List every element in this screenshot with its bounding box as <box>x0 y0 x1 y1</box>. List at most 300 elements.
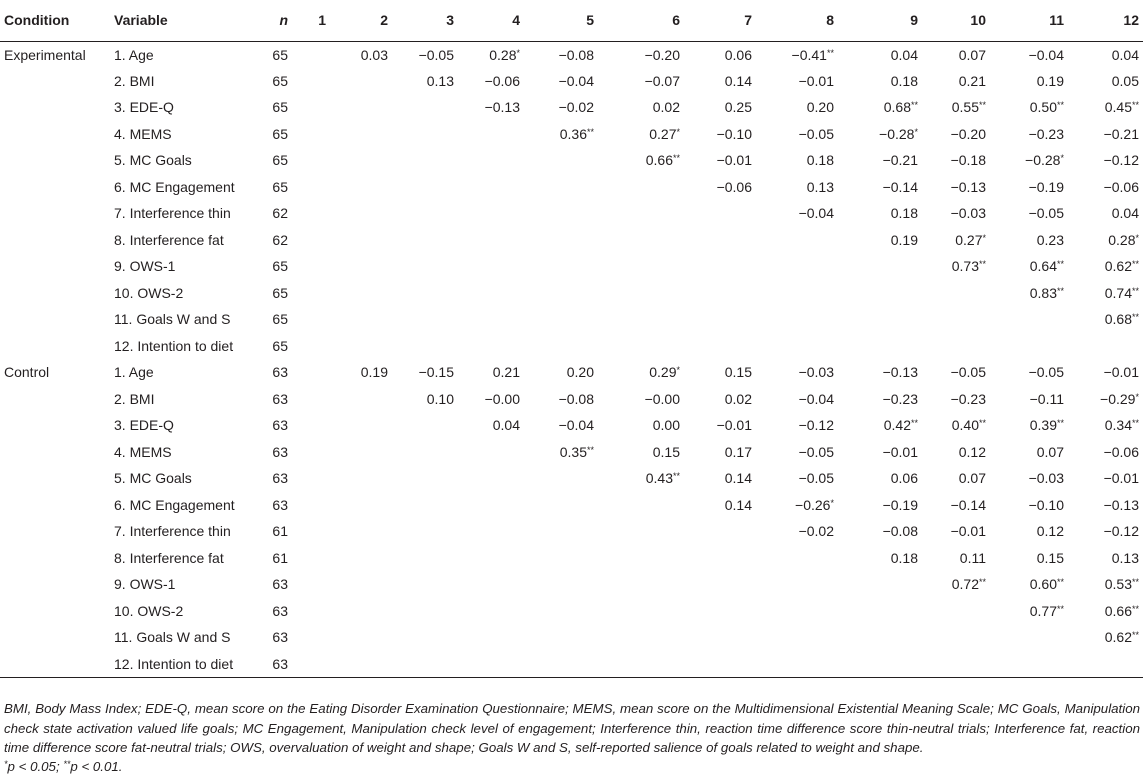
correlation-cell <box>292 651 330 678</box>
correlation-value: 0.18 <box>890 549 918 566</box>
correlation-cell <box>922 200 990 227</box>
correlation-cell <box>922 518 990 545</box>
correlation-cell <box>922 68 990 95</box>
correlation-cell <box>838 386 922 413</box>
correlation-cell <box>292 492 330 519</box>
correlation-value: 0.07 <box>958 470 986 487</box>
sig-text-single: p < 0.05; <box>7 759 64 774</box>
correlation-value: 0.62 <box>1104 258 1132 275</box>
table-row <box>0 147 1143 174</box>
n-cell: 63 <box>250 651 292 678</box>
correlation-value: 0.21 <box>958 72 986 89</box>
correlation-cell <box>1068 306 1143 333</box>
variable-cell: 8. Interference fat <box>114 549 224 566</box>
variable-cell: 5. MC Goals <box>114 470 192 487</box>
significance-marker: ** <box>978 100 986 111</box>
correlation-cell <box>458 359 524 386</box>
correlation-value: −0.06 <box>1103 443 1139 460</box>
condition-cell <box>0 386 110 413</box>
correlation-value: 0.74 <box>1104 284 1132 301</box>
correlation-cell <box>1068 386 1143 413</box>
correlation-value: 0.04 <box>492 417 520 434</box>
correlation-cell <box>458 412 524 439</box>
correlation-cell <box>598 147 684 174</box>
correlation-value: −0.26 <box>795 496 831 513</box>
n-cell: 63 <box>272 390 288 407</box>
correlation-cell <box>990 68 1068 95</box>
correlation-cell <box>756 651 838 678</box>
correlation-cell <box>458 624 524 651</box>
correlation-value: 0.36 <box>559 125 587 142</box>
correlation-cell <box>838 359 922 386</box>
significance-marker: ** <box>1131 259 1139 270</box>
correlation-cell <box>1068 94 1143 121</box>
correlation-value: 0.34 <box>1104 417 1132 434</box>
correlation-cell <box>330 624 392 651</box>
correlation-value: 0.68 <box>883 99 911 116</box>
correlation-cell <box>1068 333 1143 360</box>
correlation-cell <box>1068 624 1143 651</box>
correlation-value: 0.35 <box>559 443 587 460</box>
significance-marker: * <box>676 126 680 137</box>
correlation-cell <box>598 359 684 386</box>
correlation-value: −0.14 <box>882 178 918 195</box>
correlation-cell <box>838 518 922 545</box>
variable-cell: 2. BMI <box>114 72 155 89</box>
correlation-cell <box>524 147 598 174</box>
condition-cell <box>0 624 110 651</box>
correlation-value: 0.14 <box>724 72 752 89</box>
correlation-value: 0.60 <box>1029 576 1057 593</box>
n-cell: 65 <box>272 125 288 142</box>
significance-marker: ** <box>1056 259 1064 270</box>
correlation-cell <box>598 598 684 625</box>
correlation-value: −0.12 <box>1103 152 1139 169</box>
correlation-cell <box>392 598 458 625</box>
correlation-cell <box>330 174 392 201</box>
correlation-cell <box>684 386 756 413</box>
correlation-cell <box>598 41 684 68</box>
correlation-value: −0.03 <box>950 205 986 222</box>
correlation-value: 0.28 <box>1108 231 1136 248</box>
correlation-value: −0.04 <box>798 205 834 222</box>
correlation-cell <box>838 651 922 678</box>
correlation-value: −0.08 <box>558 46 594 63</box>
correlation-cell <box>756 571 838 598</box>
correlation-cell <box>756 624 838 651</box>
table-row <box>0 253 1143 280</box>
correlation-cell <box>330 41 392 68</box>
correlation-cell <box>684 651 756 678</box>
correlation-value: −0.02 <box>798 523 834 540</box>
table-row <box>0 412 1143 439</box>
sig-star-double: ** <box>63 759 71 769</box>
correlation-value: 0.07 <box>1036 443 1064 460</box>
correlation-value: 0.83 <box>1029 284 1057 301</box>
condition-cell <box>0 227 110 254</box>
condition-cell <box>0 253 110 280</box>
correlation-cell <box>524 227 598 254</box>
variable-cell: 9. OWS-1 <box>114 576 176 593</box>
correlation-value: 0.18 <box>890 72 918 89</box>
correlation-cell <box>524 439 598 466</box>
variable-cell: 10. OWS-2 <box>114 284 184 301</box>
condition-cell <box>0 147 110 174</box>
footnote-abbreviations: BMI, Body Mass Index; EDE-Q, mean score on the Eating Disorder Examination Questionnaire; MEMS, mean score on the Multidimensional Existential Meaning Scale; MC Goals, Manipulation check state activation valued life goals; MC Engagement, Manipulation check level of engagement; Interference thin, reaction time difference score thin-neutral trials; Interference fat, reaction time difference score fat-neutral trials; OWS, overvaluation of weight and shape; Goals W and S, self-reported salience of goals related to weight and shape. <box>4 701 1140 755</box>
correlation-cell <box>1068 412 1143 439</box>
correlation-cell <box>524 306 598 333</box>
correlation-cell <box>838 280 922 307</box>
variable-cell: 10. OWS-2 <box>114 602 184 619</box>
correlation-cell <box>524 412 598 439</box>
correlation-cell <box>684 94 756 121</box>
table-row <box>0 386 1143 413</box>
correlation-cell <box>392 200 458 227</box>
correlation-cell <box>1068 359 1143 386</box>
correlation-value: −0.06 <box>1103 178 1139 195</box>
correlation-cell <box>598 280 684 307</box>
correlation-cell <box>292 412 330 439</box>
correlation-value: 0.19 <box>890 231 918 248</box>
correlation-cell <box>756 121 838 148</box>
correlation-cell <box>392 439 458 466</box>
correlation-cell <box>838 227 922 254</box>
correlation-value: 0.39 <box>1029 417 1057 434</box>
correlation-cell <box>1068 227 1143 254</box>
correlation-value: −0.23 <box>950 390 986 407</box>
variable-cell: 4. MEMS <box>114 125 172 142</box>
correlation-value: −0.21 <box>882 152 918 169</box>
sig-text-double: p < 0.01. <box>70 759 123 774</box>
correlation-cell <box>598 439 684 466</box>
correlation-cell <box>990 333 1068 360</box>
correlation-value: −0.18 <box>950 152 986 169</box>
correlation-cell <box>392 280 458 307</box>
correlation-value: −0.11 <box>1029 390 1064 407</box>
condition-cell <box>0 571 110 598</box>
variable-cell: 12. Intention to diet <box>114 337 234 354</box>
correlation-value: 0.29 <box>649 364 677 381</box>
correlation-cell <box>598 412 684 439</box>
table-row <box>0 200 1143 227</box>
n-cell: 65 <box>272 337 288 354</box>
correlation-value: 0.64 <box>1029 258 1057 275</box>
correlation-value: −0.20 <box>644 46 680 63</box>
correlation-cell <box>756 280 838 307</box>
correlation-cell <box>1068 41 1143 68</box>
n-cell: 65 <box>272 284 288 301</box>
correlation-value: −0.02 <box>558 99 594 116</box>
correlation-cell <box>756 41 838 68</box>
table-row <box>0 174 1143 201</box>
correlation-cell <box>330 200 392 227</box>
table-row <box>0 227 1143 254</box>
table-row <box>0 121 1143 148</box>
significance-marker: ** <box>1131 603 1139 614</box>
correlation-cell <box>392 571 458 598</box>
correlation-cell <box>684 174 756 201</box>
correlation-cell <box>922 651 990 678</box>
correlation-cell <box>756 68 838 95</box>
column-header: 9 <box>838 0 922 41</box>
correlation-cell <box>838 571 922 598</box>
column-header: 2 <box>330 0 392 41</box>
correlation-cell <box>330 598 392 625</box>
correlation-value: −0.06 <box>716 178 752 195</box>
correlation-cell <box>392 624 458 651</box>
correlation-value: −0.13 <box>950 178 986 195</box>
correlation-value: −0.28 <box>879 125 915 142</box>
condition-cell <box>0 280 110 307</box>
n-cell: 63 <box>272 629 288 646</box>
correlation-cell <box>990 94 1068 121</box>
correlation-value: −0.04 <box>798 390 834 407</box>
correlation-cell <box>292 147 330 174</box>
correlation-cell <box>524 41 598 68</box>
correlation-value: 0.13 <box>426 72 454 89</box>
correlation-value: 0.04 <box>1111 205 1139 222</box>
variable-cell: 9. OWS-1 <box>114 258 176 275</box>
column-header: 8 <box>756 0 838 41</box>
n-cell: 65 <box>272 152 288 169</box>
condition-cell <box>0 598 110 625</box>
correlation-value: −0.05 <box>1028 205 1064 222</box>
correlation-cell <box>990 465 1068 492</box>
correlation-cell <box>684 333 756 360</box>
correlation-value: −0.04 <box>558 417 594 434</box>
table-footnote <box>4 699 1140 758</box>
correlation-value: 0.15 <box>652 443 680 460</box>
correlation-value: −0.10 <box>1028 496 1064 513</box>
table-row <box>0 94 1143 121</box>
correlation-cell <box>458 253 524 280</box>
correlation-cell <box>524 121 598 148</box>
correlation-value: −0.13 <box>1103 496 1139 513</box>
correlation-value: 0.20 <box>566 364 594 381</box>
correlation-cell <box>392 121 458 148</box>
correlation-cell <box>990 200 1068 227</box>
correlation-cell <box>684 412 756 439</box>
correlation-cell <box>598 545 684 572</box>
correlation-cell <box>1068 651 1143 678</box>
correlation-value: −0.05 <box>418 46 454 63</box>
correlation-cell <box>756 465 838 492</box>
correlation-cell <box>524 253 598 280</box>
correlation-cell <box>292 598 330 625</box>
correlation-value: 0.45 <box>1104 99 1132 116</box>
correlation-cell <box>756 439 838 466</box>
correlation-cell <box>756 200 838 227</box>
correlation-cell <box>330 545 392 572</box>
correlation-cell <box>598 465 684 492</box>
correlation-cell <box>330 492 392 519</box>
n-cell: 65 <box>272 258 288 275</box>
correlation-cell <box>756 386 838 413</box>
correlation-value: 0.12 <box>958 443 986 460</box>
correlation-cell <box>458 306 524 333</box>
correlation-cell <box>922 121 990 148</box>
correlation-cell <box>392 147 458 174</box>
correlation-cell <box>330 280 392 307</box>
correlation-cell <box>684 253 756 280</box>
correlation-cell <box>392 651 458 678</box>
correlation-cell <box>684 306 756 333</box>
correlation-cell <box>392 68 458 95</box>
n-cell: 65 <box>272 46 288 63</box>
correlation-cell <box>458 571 524 598</box>
correlation-value: −0.14 <box>950 496 986 513</box>
correlation-cell <box>990 306 1068 333</box>
correlation-cell <box>838 598 922 625</box>
correlation-cell <box>330 651 392 678</box>
column-header: 10 <box>922 0 990 41</box>
correlation-value: 0.27 <box>955 231 983 248</box>
correlation-cell <box>330 68 392 95</box>
correlation-cell <box>392 545 458 572</box>
correlation-value: −0.13 <box>484 99 520 116</box>
correlation-cell <box>990 253 1068 280</box>
correlation-cell <box>990 439 1068 466</box>
correlation-cell <box>524 465 598 492</box>
correlation-cell <box>292 121 330 148</box>
correlation-cell <box>922 545 990 572</box>
condition-cell <box>0 333 110 360</box>
correlation-cell <box>990 41 1068 68</box>
correlation-cell <box>392 306 458 333</box>
correlation-value: 0.72 <box>951 576 979 593</box>
table-row <box>0 624 1143 651</box>
correlation-cell <box>990 651 1068 678</box>
significance-marker: ** <box>1131 418 1139 429</box>
n-cell: 61 <box>272 523 288 540</box>
correlation-value: −0.01 <box>950 523 986 540</box>
correlation-cell <box>684 624 756 651</box>
correlation-cell <box>684 227 756 254</box>
correlation-value: 0.04 <box>1111 46 1139 63</box>
table-row <box>0 41 1143 68</box>
correlation-cell <box>756 94 838 121</box>
correlation-cell <box>838 68 922 95</box>
correlation-cell <box>1068 598 1143 625</box>
correlation-value: 0.55 <box>951 99 979 116</box>
correlation-value: −0.08 <box>558 390 594 407</box>
correlation-cell <box>458 598 524 625</box>
variable-cell: 11. Goals W and S <box>114 629 231 646</box>
column-header: 7 <box>684 0 756 41</box>
significance-marker: * <box>1060 153 1064 164</box>
condition-cell <box>0 174 110 201</box>
correlation-value: −0.01 <box>1103 364 1139 381</box>
variable-cell: 3. EDE-Q <box>114 417 174 434</box>
correlation-cell <box>922 227 990 254</box>
correlation-value: 0.00 <box>652 417 680 434</box>
correlation-cell <box>756 174 838 201</box>
condition-cell <box>0 465 110 492</box>
correlation-cell <box>922 412 990 439</box>
correlation-cell <box>838 121 922 148</box>
table-row <box>0 333 1143 360</box>
correlation-value: 0.50 <box>1029 99 1057 116</box>
correlation-cell <box>392 227 458 254</box>
variable-cell: 6. MC Engagement <box>114 178 235 195</box>
correlation-cell <box>756 306 838 333</box>
variable-cell: 5. MC Goals <box>114 152 192 169</box>
n-cell: 62 <box>272 205 288 222</box>
correlation-cell <box>990 386 1068 413</box>
correlation-cell <box>598 571 684 598</box>
variable-cell: 6. MC Engagement <box>114 496 235 513</box>
correlation-cell <box>524 359 598 386</box>
correlation-cell <box>684 439 756 466</box>
correlation-cell <box>524 545 598 572</box>
correlation-cell <box>392 412 458 439</box>
correlation-cell <box>838 333 922 360</box>
column-header: Condition <box>0 0 110 41</box>
correlation-value: −0.10 <box>716 125 752 142</box>
correlation-cell <box>524 333 598 360</box>
correlation-cell <box>598 333 684 360</box>
correlation-cell <box>392 174 458 201</box>
correlation-cell <box>990 598 1068 625</box>
table-row <box>0 439 1143 466</box>
correlation-value: −0.06 <box>484 72 520 89</box>
correlation-cell <box>524 518 598 545</box>
correlation-cell <box>292 227 330 254</box>
correlation-cell <box>990 147 1068 174</box>
correlation-cell <box>458 227 524 254</box>
correlation-cell <box>392 253 458 280</box>
correlation-cell <box>838 306 922 333</box>
sig-star-single: * <box>4 759 8 769</box>
correlation-value: −0.01 <box>716 417 752 434</box>
correlation-cell <box>330 306 392 333</box>
correlation-cell <box>458 68 524 95</box>
correlation-cell <box>1068 492 1143 519</box>
n-cell: 63 <box>272 417 288 434</box>
correlation-cell <box>330 465 392 492</box>
correlation-value: 0.66 <box>1104 602 1132 619</box>
significance-marker: ** <box>978 418 986 429</box>
condition-cell <box>0 200 110 227</box>
correlation-cell <box>922 624 990 651</box>
correlation-cell <box>922 306 990 333</box>
correlation-cell <box>598 651 684 678</box>
correlation-cell <box>684 200 756 227</box>
variable-cell: 2. BMI <box>114 390 155 407</box>
correlation-cell <box>292 359 330 386</box>
table-row <box>0 465 1143 492</box>
correlation-value: −0.29 <box>1100 390 1136 407</box>
correlation-cell <box>922 571 990 598</box>
correlation-cell <box>990 545 1068 572</box>
correlation-cell <box>838 94 922 121</box>
correlation-cell <box>458 147 524 174</box>
correlation-value: −0.13 <box>882 364 918 381</box>
correlation-value: 0.06 <box>890 470 918 487</box>
significance-marker: ** <box>1056 603 1064 614</box>
correlation-value: −0.05 <box>798 125 834 142</box>
correlation-value: 0.13 <box>1111 549 1139 566</box>
table-header <box>0 0 1143 41</box>
correlation-cell <box>838 253 922 280</box>
correlation-cell <box>598 386 684 413</box>
condition-cell <box>0 68 110 95</box>
n-cell: 65 <box>272 72 288 89</box>
n-cell: 61 <box>272 549 288 566</box>
correlation-cell <box>598 121 684 148</box>
correlation-cell <box>330 439 392 466</box>
correlation-cell <box>524 68 598 95</box>
